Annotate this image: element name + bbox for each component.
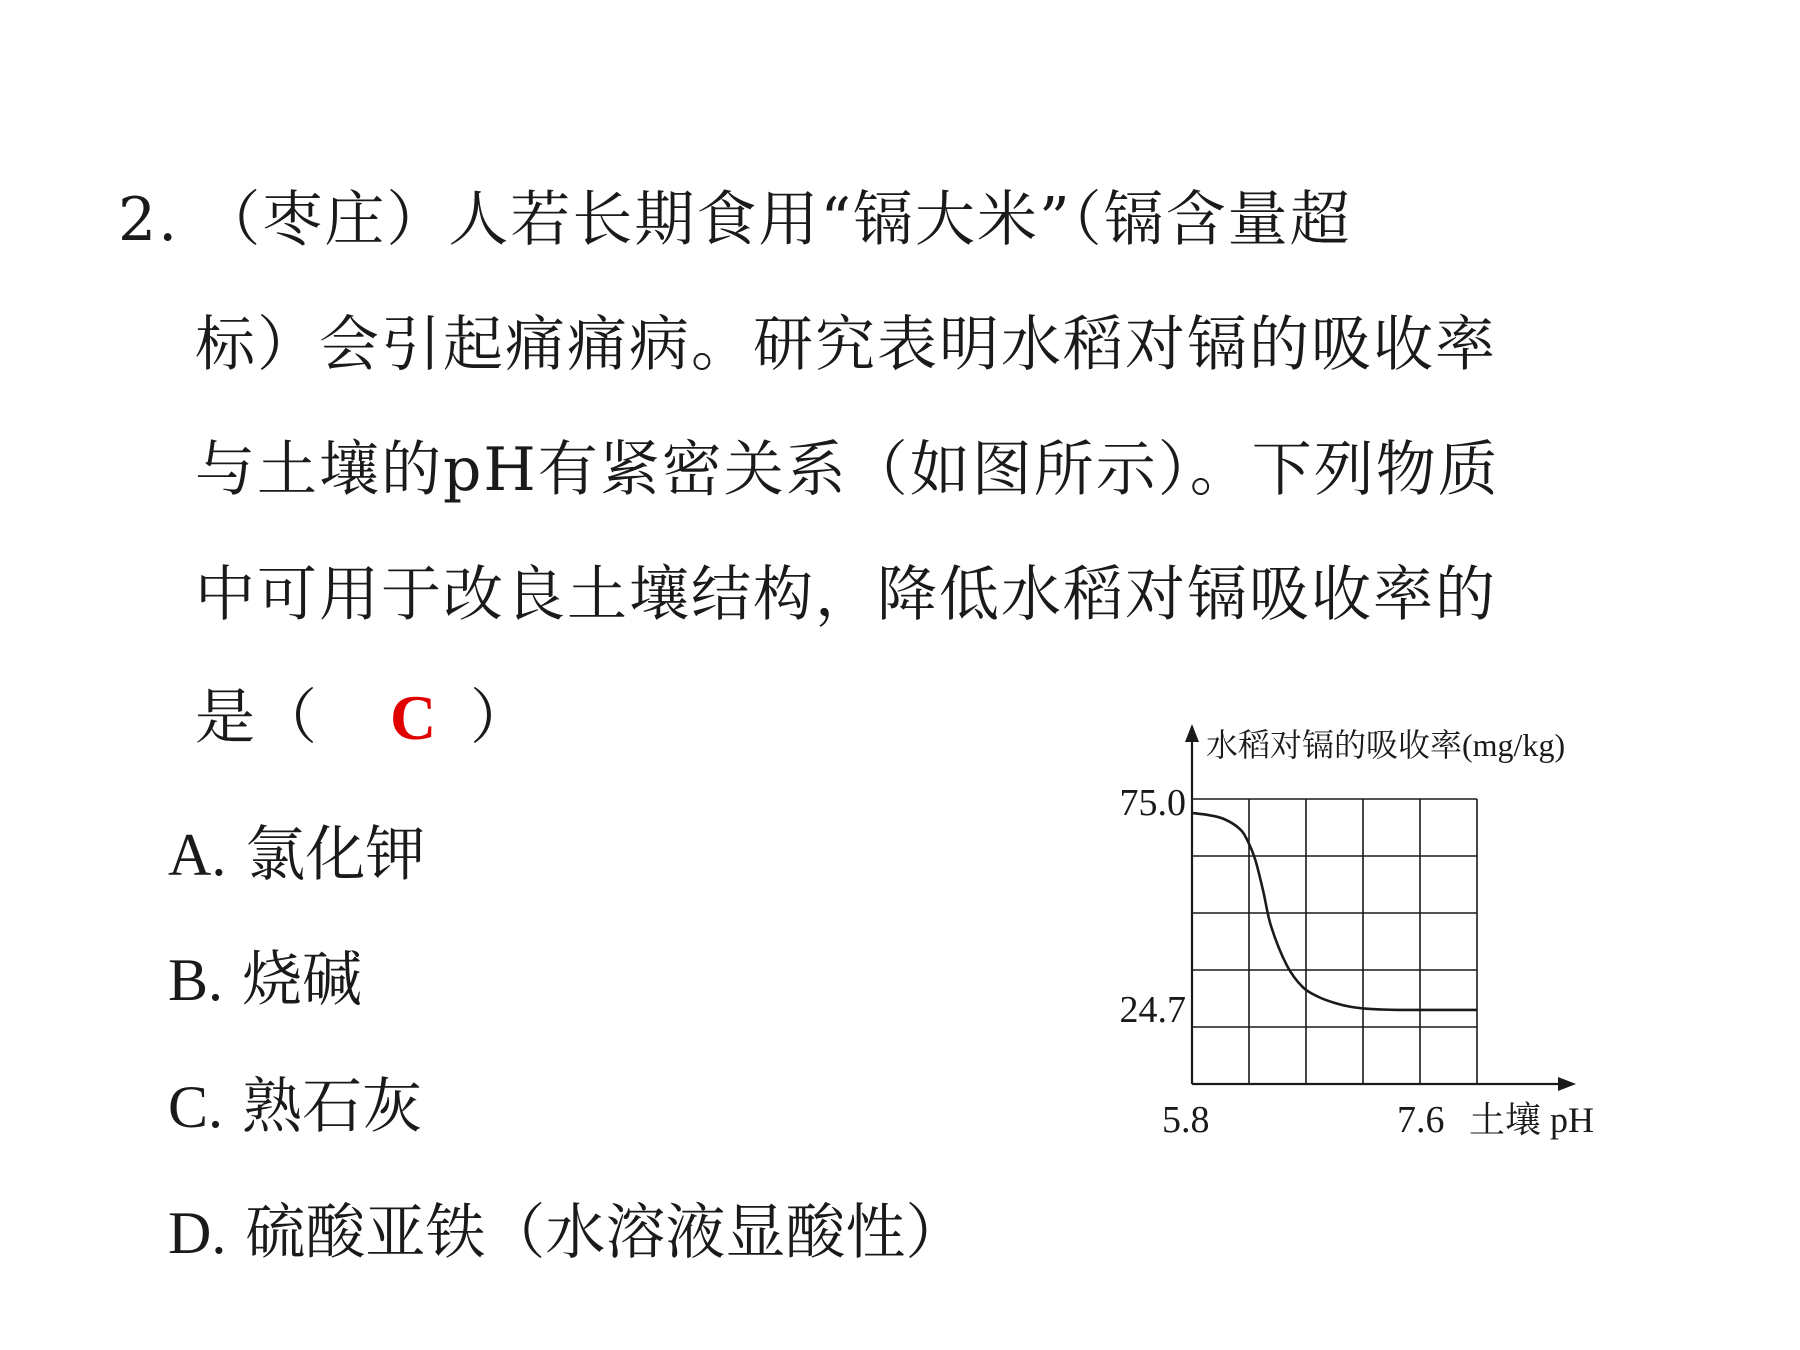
option-b[interactable] xyxy=(168,940,362,1020)
question-line-5-prefix: 是（ xyxy=(195,683,319,753)
x-tick-label: 5.8 xyxy=(1162,1099,1210,1141)
option-a-text: 氯化钾 xyxy=(245,820,426,890)
option-c[interactable] xyxy=(168,1067,422,1147)
answer-choice: C xyxy=(390,682,437,753)
x-tick-label: 7.6 xyxy=(1397,1099,1445,1141)
y-tick-label: 24.7 xyxy=(1119,988,1186,1031)
option-a[interactable] xyxy=(168,815,425,895)
question-line-2: 标）会引起痛痛病。研究表明水稻对镉的吸收率 xyxy=(195,310,1497,380)
y-tick-label: 75.0 xyxy=(1119,782,1186,824)
y-axis-arrow-icon xyxy=(1185,724,1199,742)
option-d-text: 硫酸亚铁（水溶液显酸性） xyxy=(245,1198,966,1268)
question-line-4: 中可用于改良土壤结构，降低水稻对镉吸收率的 xyxy=(195,560,1497,630)
x-axis-arrow-icon xyxy=(1558,1077,1576,1091)
option-a-letter: A. xyxy=(168,822,227,888)
y-axis-label: 水稻对镉的吸收率(mg/kg) xyxy=(1206,727,1566,763)
series-line xyxy=(1192,813,1477,1010)
cadmium-absorption-chart xyxy=(1100,720,1740,1160)
option-d-letter: D. xyxy=(168,1200,227,1266)
option-b-letter: B. xyxy=(168,947,224,1013)
option-c-text: 熟石灰 xyxy=(242,1072,423,1142)
question-line-1: 2. （枣庄）人若长期食用“镉大米”（镉含量超 xyxy=(118,185,1352,255)
question-line-5-suffix: ） xyxy=(470,683,530,753)
option-c-letter: C. xyxy=(168,1074,224,1140)
x-axis-label: 土壤 pH xyxy=(1469,1100,1594,1140)
option-d[interactable] xyxy=(168,1193,965,1273)
question-line-3: 与土壤的pH有紧密关系（如图所示）。下列物质 xyxy=(195,435,1500,505)
option-b-text: 烧碱 xyxy=(242,945,363,1015)
